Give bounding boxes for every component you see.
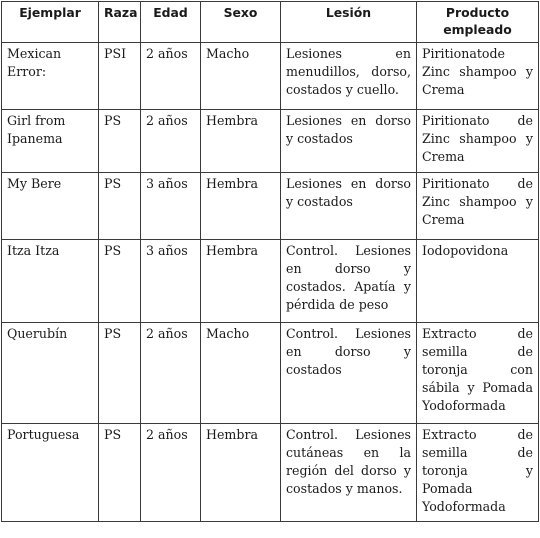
cell-ejemplar: Mexican Error:: [2, 43, 99, 110]
cell-lesion: Control. Lesiones cutáneas en la región del dorso y costados y manos.: [281, 424, 417, 522]
cell-sexo: Macho: [201, 43, 281, 110]
cell-edad: 2 años: [141, 424, 201, 522]
table-row: [2, 43, 539, 110]
cell-raza: PS: [99, 240, 141, 323]
cell-edad: 2 años: [141, 323, 201, 424]
cell-ejemplar: My Bere: [2, 173, 99, 240]
cell-ejemplar: Querubín: [2, 323, 99, 424]
header-ejemplar: Ejemplar: [2, 2, 99, 43]
cell-sexo: Hembra: [201, 240, 281, 323]
table-row: [2, 240, 539, 323]
cell-ejemplar: Girl from Ipanema: [2, 110, 99, 173]
header-lesion: Lesión: [281, 2, 417, 43]
table-row: [2, 323, 539, 424]
cell-lesion: Lesiones en dorso y costados: [281, 173, 417, 240]
cell-edad: 2 años: [141, 110, 201, 173]
header-producto: Producto empleado: [417, 2, 539, 43]
table-row: [2, 424, 539, 522]
cell-edad: 2 años: [141, 43, 201, 110]
cell-producto: Piritionato de Zinc shampoo y Crema: [417, 173, 539, 240]
cell-producto: Extracto de semilla de toronja y Pomada Yodoformada: [417, 424, 539, 522]
table-row: [2, 110, 539, 173]
cell-producto: Extracto de semilla de toronja con sábila y Pomada Yodoformada: [417, 323, 539, 424]
cell-sexo: Hembra: [201, 173, 281, 240]
cell-raza: PS: [99, 173, 141, 240]
header-row: [2, 2, 539, 43]
cell-producto: Piritionato de Zinc shampoo y Crema: [417, 110, 539, 173]
cell-raza: PS: [99, 323, 141, 424]
cell-edad: 3 años: [141, 240, 201, 323]
header-edad: Edad: [141, 2, 201, 43]
cell-lesion: Control. Lesiones en dorso y costados. Apatía y pérdida de peso: [281, 240, 417, 323]
cell-producto: Piritionatode Zinc shampoo y Crema: [417, 43, 539, 110]
cell-sexo: Macho: [201, 323, 281, 424]
treatment-table: [1, 1, 539, 522]
cell-ejemplar: Portuguesa: [2, 424, 99, 522]
cell-sexo: Hembra: [201, 424, 281, 522]
cell-lesion: Lesiones en dorso y costados: [281, 110, 417, 173]
header-raza: Raza: [99, 2, 141, 43]
header-sexo: Sexo: [201, 2, 281, 43]
cell-lesion: Lesiones en menudillos, dorso, costados y cuello.: [281, 43, 417, 110]
cell-raza: PS: [99, 424, 141, 522]
cell-ejemplar: Itza Itza: [2, 240, 99, 323]
cell-sexo: Hembra: [201, 110, 281, 173]
cell-edad: 3 años: [141, 173, 201, 240]
cell-lesion: Control. Lesiones en dorso y costados: [281, 323, 417, 424]
cell-raza: PSI: [99, 43, 141, 110]
cell-producto: Iodopovidona: [417, 240, 539, 323]
table-row: [2, 173, 539, 240]
cell-raza: PS: [99, 110, 141, 173]
